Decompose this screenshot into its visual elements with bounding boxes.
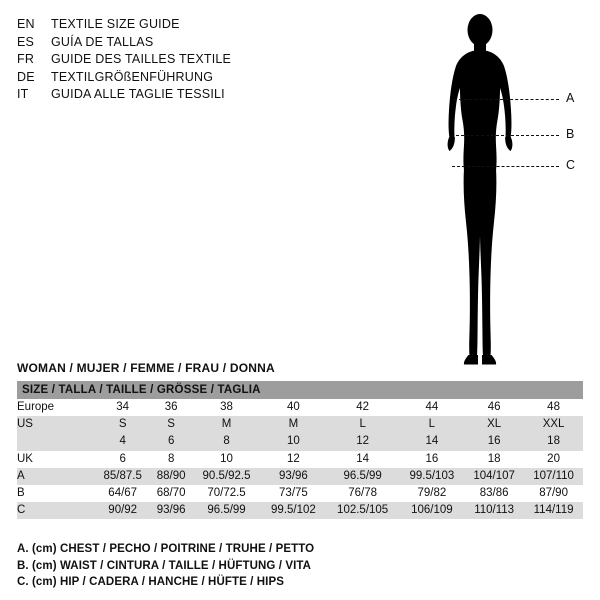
language-code: EN [17,17,35,31]
row-label: B [17,485,95,502]
cell: 104/107 [464,468,524,485]
language-row [17,69,347,87]
cell: 99.5/102 [261,502,326,519]
cell: 96.5/99 [192,502,261,519]
table-row [17,485,583,502]
language-title: TEXTILE SIZE GUIDE [51,17,180,31]
cell: 88/90 [150,468,192,485]
cell: 90/92 [95,502,150,519]
cell: 110/113 [464,502,524,519]
cell: 10 [261,433,326,450]
cell: 96.5/99 [326,468,400,485]
measure-line-b [456,135,559,136]
table-row [17,416,583,433]
cell: 6 [150,433,192,450]
cell: 4 [95,433,150,450]
language-title: TEXTILGRÖßENFÜHRUNG [51,69,214,84]
figure-area [400,0,600,375]
cell: 12 [326,433,400,450]
cell: 85/87.5 [95,468,150,485]
cell: XXL [524,416,583,433]
cell: 73/75 [261,485,326,502]
size-table [17,381,583,519]
table-header-row [17,381,583,399]
language-title: GUIDE DES TAILLES TEXTILE [51,52,232,66]
cell: S [95,416,150,433]
footnote-a: A. (cm) CHEST / PECHO / POITRINE / TRUHE / PETTO [17,543,315,555]
language-code: DE [17,69,35,84]
cell: 106/109 [400,502,465,519]
language-row [17,16,347,34]
measure-label-a: A [566,91,575,105]
cell: 99.5/103 [400,468,465,485]
cell: 16 [400,451,465,468]
cell: 70/72.5 [192,485,261,502]
footnote-c: C. (cm) HIP / CADERA / HANCHE / HÜFTE / HIPS [17,576,285,588]
cell: 40 [261,399,326,416]
row-label: US [17,416,95,433]
cell: 20 [524,451,583,468]
cell: 79/82 [400,485,465,502]
footnote-b: B. (cm) WAIST / CINTURA / TAILLE / HÜFTUNG / VITA [17,559,312,572]
table-row [17,468,583,485]
cell: 93/96 [261,468,326,485]
cell: 76/78 [326,485,400,502]
measure-label-b: B [566,127,575,141]
language-code: IT [17,87,29,101]
cell: M [192,416,261,433]
cell: 46 [464,399,524,416]
cell: 107/110 [524,468,583,485]
cell: 34 [95,399,150,416]
cell: 8 [192,433,261,450]
language-title: GUÍA DE TALLAS [51,34,154,49]
cell: 87/90 [524,485,583,502]
cell: 36 [150,399,192,416]
cell: M [261,416,326,433]
table-row [17,399,583,416]
cell: 10 [192,451,261,468]
cell: L [400,416,465,433]
cell: 48 [524,399,583,416]
row-label [17,433,95,450]
cell: 12 [261,451,326,468]
cell: S [150,416,192,433]
cell: 114/119 [524,502,583,519]
cell: 93/96 [150,502,192,519]
language-code: FR [17,52,35,66]
woman-silhouette-icon [420,8,540,368]
cell: 83/86 [464,485,524,502]
table-header-label: SIZE / TALLA / TAILLE / GRÖSSE / TAGLIA [17,381,583,399]
language-row [17,86,347,104]
cell: 16 [464,433,524,450]
row-label: UK [17,451,95,468]
cell: 8 [150,451,192,468]
measure-line-c [452,166,559,167]
cell: 6 [95,451,150,468]
cell: 14 [400,433,465,450]
cell: 18 [464,451,524,468]
cell: 102.5/105 [326,502,400,519]
language-row [17,34,347,52]
cell: 14 [326,451,400,468]
cell: 90.5/92.5 [192,468,261,485]
cell: 64/67 [95,485,150,502]
footnotes [17,541,314,591]
row-label: Europe [17,399,95,416]
table-row [17,433,583,450]
table-row [17,451,583,468]
language-title: GUIDA ALLE TAGLIE TESSILI [51,87,225,101]
measure-label-c: C [566,158,576,172]
cell: 44 [400,399,465,416]
row-label: C [17,502,95,519]
measure-line-a [454,99,559,100]
language-list [17,16,347,104]
language-code: ES [17,34,35,49]
table-caption: WOMAN / MUJER / FEMME / FRAU / DONNA [17,361,275,375]
cell: 68/70 [150,485,192,502]
table-row [17,502,583,519]
language-row [17,51,347,69]
cell: 18 [524,433,583,450]
row-label: A [17,468,95,485]
cell: XL [464,416,524,433]
cell: 42 [326,399,400,416]
cell: L [326,416,400,433]
cell: 38 [192,399,261,416]
